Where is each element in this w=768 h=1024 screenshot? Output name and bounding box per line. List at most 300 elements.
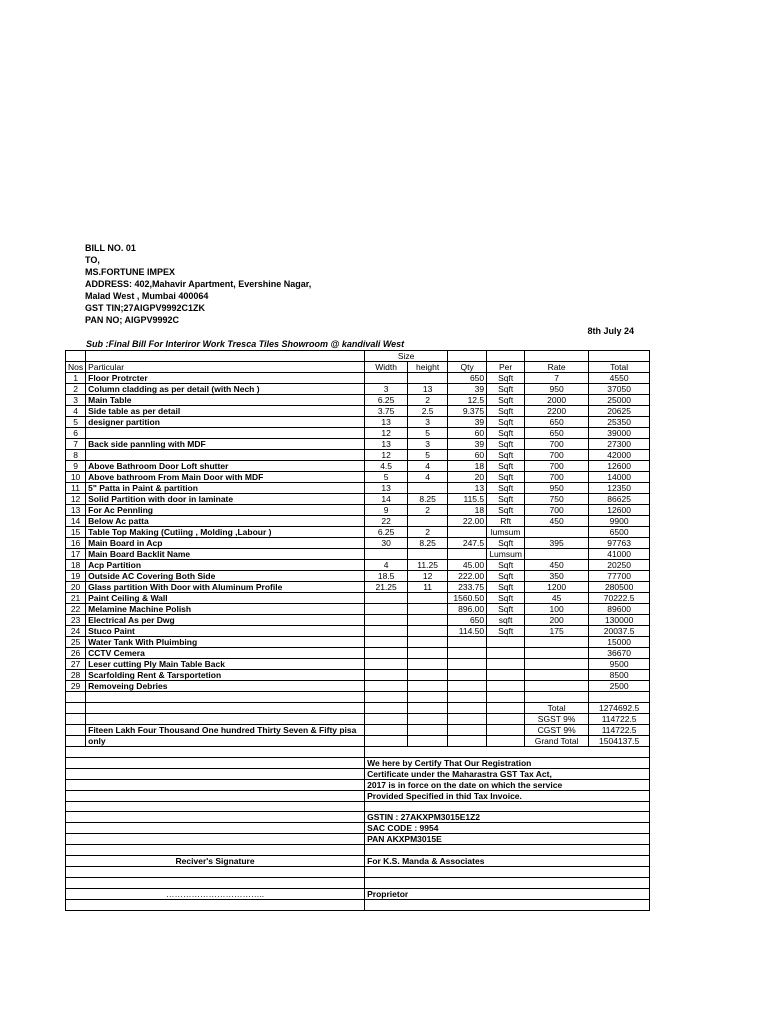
item-total: 14000	[589, 472, 650, 483]
table-row	[66, 406, 650, 417]
item-rate	[525, 670, 589, 681]
item-total: 97763	[589, 538, 650, 549]
item-per: Sqft	[487, 450, 525, 461]
item-height: 5	[408, 428, 448, 439]
item-height: 2	[408, 527, 448, 538]
item-total: 12600	[589, 505, 650, 516]
item-particular: Side table as per detail	[86, 406, 365, 417]
col-rate: Rate	[525, 362, 589, 373]
table-row	[66, 681, 650, 692]
item-width: 9	[365, 505, 408, 516]
item-height	[408, 637, 448, 648]
item-width	[365, 648, 408, 659]
size-header-row	[66, 351, 650, 362]
item-width: 5	[365, 472, 408, 483]
item-total: 25350	[589, 417, 650, 428]
total-value: 1274692.5	[589, 702, 650, 713]
item-height	[408, 483, 448, 494]
item-qty: 60	[448, 428, 487, 439]
table-row	[66, 516, 650, 527]
item-particular	[86, 450, 365, 461]
item-nos: 2	[66, 384, 86, 395]
client-address-line-1: ADDRESS: 402,Mahavir Apartment, Evershine Nagar,	[85, 279, 312, 289]
item-nos: 10	[66, 472, 86, 483]
item-nos: 5	[66, 417, 86, 428]
item-per: Sqft	[487, 406, 525, 417]
item-per: Lumsum	[487, 549, 525, 560]
item-width	[365, 549, 408, 560]
table-row	[66, 472, 650, 483]
item-rate: 395	[525, 538, 589, 549]
item-particular: Back side pannling with MDF	[86, 439, 365, 450]
item-nos: 12	[66, 494, 86, 505]
item-nos: 24	[66, 626, 86, 637]
item-total: 27300	[589, 439, 650, 450]
table-row	[66, 604, 650, 615]
item-qty: 18	[448, 461, 487, 472]
col-qty: Qty	[448, 362, 487, 373]
item-height	[408, 681, 448, 692]
table-row	[66, 571, 650, 582]
item-total: 6500	[589, 527, 650, 538]
item-per: Sqft	[487, 461, 525, 472]
item-total: 8500	[589, 670, 650, 681]
item-height: 11	[408, 582, 448, 593]
item-per: Sqft	[487, 571, 525, 582]
item-rate: 2000	[525, 395, 589, 406]
client-pan: PAN NO; AIGPV9992C	[85, 315, 180, 325]
item-nos: 13	[66, 505, 86, 516]
amount-in-words-line-2: only	[86, 735, 365, 746]
item-total: 20250	[589, 560, 650, 571]
item-height: 3	[408, 417, 448, 428]
item-rate	[525, 637, 589, 648]
item-height	[408, 659, 448, 670]
item-particular: 5" Patta in Paint & partition	[86, 483, 365, 494]
item-height: 4	[408, 472, 448, 483]
item-particular: Scarfolding Rent & Tarsportetion	[86, 670, 365, 681]
item-width	[365, 373, 408, 384]
item-particular: Floor Protrcter	[86, 373, 365, 384]
table-row	[66, 384, 650, 395]
item-qty: 222.00	[448, 571, 487, 582]
item-total: 77700	[589, 571, 650, 582]
item-height	[408, 626, 448, 637]
item-rate	[525, 648, 589, 659]
item-total: 9500	[589, 659, 650, 670]
item-rate: 700	[525, 450, 589, 461]
item-nos: 17	[66, 549, 86, 560]
item-nos: 4	[66, 406, 86, 417]
item-total: 89600	[589, 604, 650, 615]
item-particular: Table Top Making (Cutiing , Molding ,Labour )	[86, 527, 365, 538]
item-qty: 896.00	[448, 604, 487, 615]
grand-total-label: Grand Total	[525, 735, 589, 746]
item-particular: CCTV Cemera	[86, 648, 365, 659]
col-per: Per	[487, 362, 525, 373]
table-row	[66, 626, 650, 637]
item-qty: 9.375	[448, 406, 487, 417]
item-height: 12	[408, 571, 448, 582]
item-width: 13	[365, 439, 408, 450]
item-rate: 450	[525, 516, 589, 527]
table-row	[66, 527, 650, 538]
item-per: sqft	[487, 615, 525, 626]
item-per	[487, 659, 525, 670]
item-particular: Below Ac patta	[86, 516, 365, 527]
total-label: Total	[525, 702, 589, 713]
item-nos: 9	[66, 461, 86, 472]
item-qty	[448, 648, 487, 659]
item-rate: 700	[525, 472, 589, 483]
item-particular: Main Table	[86, 395, 365, 406]
item-nos: 21	[66, 593, 86, 604]
item-total: 36670	[589, 648, 650, 659]
amount-in-words-line-1: Fiteen Lakh Four Thousand One hundred Thirty Seven & Fifty pisa	[86, 724, 365, 735]
table-row	[66, 593, 650, 604]
item-height	[408, 593, 448, 604]
item-height: 2	[408, 505, 448, 516]
item-per: Sqft	[487, 417, 525, 428]
item-qty	[448, 527, 487, 538]
cgst-value: 114722.5	[589, 724, 650, 735]
item-per: Sqft	[487, 560, 525, 571]
table-row	[66, 450, 650, 461]
item-height	[408, 549, 448, 560]
item-rate: 950	[525, 384, 589, 395]
item-width: 22	[365, 516, 408, 527]
item-rate: 700	[525, 439, 589, 450]
item-particular: Leser cutting Ply Main Table Back	[86, 659, 365, 670]
item-rate: 45	[525, 593, 589, 604]
item-qty: 39	[448, 439, 487, 450]
item-particular: Water Tank With Pluimbing	[86, 637, 365, 648]
item-per: Sqft	[487, 384, 525, 395]
item-particular: Melamine Machine Polish	[86, 604, 365, 615]
item-per: Sqft	[487, 604, 525, 615]
item-per	[487, 681, 525, 692]
proprietor-label: Proprietor	[365, 888, 650, 899]
item-qty: 114.50	[448, 626, 487, 637]
item-height	[408, 373, 448, 384]
item-rate	[525, 549, 589, 560]
item-particular: Solid Partition with door in laminate	[86, 494, 365, 505]
item-total: 2500	[589, 681, 650, 692]
item-qty: 13	[448, 483, 487, 494]
item-width	[365, 626, 408, 637]
item-height: 8.25	[408, 538, 448, 549]
item-height: 4	[408, 461, 448, 472]
item-particular: Above Bathroom Door Loft shutter	[86, 461, 365, 472]
item-particular: Paint Ceiling & Wall	[86, 593, 365, 604]
col-particular: Particular	[86, 362, 365, 373]
item-per: Sqft	[487, 538, 525, 549]
item-nos: 22	[66, 604, 86, 615]
table-row	[66, 549, 650, 560]
item-qty	[448, 549, 487, 560]
item-nos: 8	[66, 450, 86, 461]
item-total: 86625	[589, 494, 650, 505]
item-total: 4550	[589, 373, 650, 384]
firm-name: For K.S. Manda & Associates	[365, 856, 650, 867]
item-per	[487, 637, 525, 648]
item-per: Sqft	[487, 582, 525, 593]
item-nos: 3	[66, 395, 86, 406]
item-per	[487, 648, 525, 659]
item-width: 4	[365, 560, 408, 571]
table-row	[66, 428, 650, 439]
item-nos: 27	[66, 659, 86, 670]
bill-table	[65, 350, 650, 911]
item-per: Sqft	[487, 593, 525, 604]
item-nos: 16	[66, 538, 86, 549]
table-row	[66, 659, 650, 670]
client-gst: GST TIN;27AIGPV9992C1ZK	[85, 303, 206, 313]
item-nos: 7	[66, 439, 86, 450]
item-total: 15000	[589, 637, 650, 648]
item-width: 14	[365, 494, 408, 505]
item-nos: 23	[66, 615, 86, 626]
item-width: 21.25	[365, 582, 408, 593]
item-total: 130000	[589, 615, 650, 626]
sgst-value: 114722.5	[589, 713, 650, 724]
item-particular: Main Board in Acp	[86, 538, 365, 549]
item-per: Sqft	[487, 373, 525, 384]
grand-total-value: 1504137.5	[589, 735, 650, 746]
item-per: Sqft	[487, 494, 525, 505]
item-particular: Main Board Backlit Name	[86, 549, 365, 560]
item-nos: 15	[66, 527, 86, 538]
item-total: 20625	[589, 406, 650, 417]
item-per: Sqft	[487, 505, 525, 516]
table-row	[66, 648, 650, 659]
item-width	[365, 604, 408, 615]
item-rate: 350	[525, 571, 589, 582]
item-total: 25000	[589, 395, 650, 406]
item-qty: 18	[448, 505, 487, 516]
table-row	[66, 417, 650, 428]
item-qty: 650	[448, 615, 487, 626]
cgst-label: CGST 9%	[525, 724, 589, 735]
table-row	[66, 483, 650, 494]
item-qty	[448, 681, 487, 692]
item-height	[408, 648, 448, 659]
item-rate: 650	[525, 428, 589, 439]
signature-dots: ……………………………..	[66, 888, 365, 899]
item-particular: Acp Partition	[86, 560, 365, 571]
item-height	[408, 604, 448, 615]
item-qty: 1560.50	[448, 593, 487, 604]
item-rate: 100	[525, 604, 589, 615]
item-nos: 29	[66, 681, 86, 692]
item-height	[408, 615, 448, 626]
table-row	[66, 615, 650, 626]
item-qty: 650	[448, 373, 487, 384]
item-height: 3	[408, 439, 448, 450]
item-per: Sqft	[487, 439, 525, 450]
item-qty: 45.00	[448, 560, 487, 571]
item-particular	[86, 428, 365, 439]
item-width: 4.5	[365, 461, 408, 472]
spacer-row	[66, 746, 650, 757]
item-nos: 1	[66, 373, 86, 384]
item-height: 8.25	[408, 494, 448, 505]
sgst-row	[66, 713, 650, 724]
item-rate: 750	[525, 494, 589, 505]
item-particular: Stuco Paint	[86, 626, 365, 637]
item-per: Sqft	[487, 472, 525, 483]
item-height	[408, 516, 448, 527]
item-per: Sqft	[487, 483, 525, 494]
item-rate: 175	[525, 626, 589, 637]
item-rate: 7	[525, 373, 589, 384]
item-qty: 39	[448, 417, 487, 428]
sgst-label: SGST 9%	[525, 713, 589, 724]
sac-code: SAC CODE : 9954	[365, 823, 650, 834]
client-name: MS.FORTUNE IMPEX	[85, 267, 176, 277]
item-qty	[448, 659, 487, 670]
item-per	[487, 670, 525, 681]
item-height: 13	[408, 384, 448, 395]
item-nos: 28	[66, 670, 86, 681]
item-nos: 20	[66, 582, 86, 593]
item-width	[365, 593, 408, 604]
item-width: 12	[365, 428, 408, 439]
item-rate: 2200	[525, 406, 589, 417]
item-rate	[525, 681, 589, 692]
item-width: 3.75	[365, 406, 408, 417]
item-width: 12	[365, 450, 408, 461]
item-width	[365, 615, 408, 626]
bill-header	[85, 242, 311, 326]
item-rate: 700	[525, 461, 589, 472]
item-width	[365, 670, 408, 681]
certificate-line-1: We here by Certify That Our Registration	[365, 757, 650, 768]
item-qty: 39	[448, 384, 487, 395]
table-row	[66, 582, 650, 593]
item-height: 2.5	[408, 406, 448, 417]
item-particular: For Ac Pennling	[86, 505, 365, 516]
item-width: 13	[365, 483, 408, 494]
to-label: TO,	[85, 255, 100, 265]
item-width: 3	[365, 384, 408, 395]
total-row	[66, 702, 650, 713]
item-total: 20037.5	[589, 626, 650, 637]
item-qty: 115.5	[448, 494, 487, 505]
table-row	[66, 670, 650, 681]
item-rate: 200	[525, 615, 589, 626]
table-row	[66, 461, 650, 472]
item-particular: designer partition	[86, 417, 365, 428]
col-width: Width	[365, 362, 408, 373]
item-qty	[448, 670, 487, 681]
table-row	[66, 505, 650, 516]
item-rate: 700	[525, 505, 589, 516]
table-row	[66, 494, 650, 505]
item-width: 6.25	[365, 395, 408, 406]
item-qty: 22.00	[448, 516, 487, 527]
item-height: 11.25	[408, 560, 448, 571]
item-total: 280500	[589, 582, 650, 593]
item-width	[365, 637, 408, 648]
grand-total-row	[66, 735, 650, 746]
item-total: 39000	[589, 428, 650, 439]
item-nos: 6	[66, 428, 86, 439]
item-height: 2	[408, 395, 448, 406]
size-header: Size	[365, 351, 448, 362]
item-qty: 12.5	[448, 395, 487, 406]
bill-number: BILL NO. 01	[85, 243, 136, 253]
table-row	[66, 395, 650, 406]
bill-subject: Sub :Final Bill For Interiror Work Tresca Tiles Showroom @ kandivali West	[86, 339, 405, 349]
item-nos: 19	[66, 571, 86, 582]
item-width: 30	[365, 538, 408, 549]
item-rate	[525, 659, 589, 670]
item-per: Sqft	[487, 428, 525, 439]
item-per: lumsum	[487, 527, 525, 538]
bill-date: 8th July 24	[587, 326, 634, 336]
item-rate: 1200	[525, 582, 589, 593]
item-total: 12350	[589, 483, 650, 494]
item-total: 12600	[589, 461, 650, 472]
item-height: 5	[408, 450, 448, 461]
certificate-line-4: Provided Specified in thid Tax Invoice.	[365, 790, 650, 801]
item-total: 37050	[589, 384, 650, 395]
blank-row	[66, 692, 650, 703]
item-total: 42000	[589, 450, 650, 461]
item-rate: 650	[525, 417, 589, 428]
item-width: 13	[365, 417, 408, 428]
item-per: Sqft	[487, 626, 525, 637]
item-per: Sqft	[487, 395, 525, 406]
item-nos: 14	[66, 516, 86, 527]
col-nos: Nos	[66, 362, 86, 373]
certificate-line-2: Certificate under the Maharastra GST Tax Act,	[365, 768, 650, 779]
item-nos: 18	[66, 560, 86, 571]
item-rate: 950	[525, 483, 589, 494]
item-rate	[525, 527, 589, 538]
item-height	[408, 670, 448, 681]
gstin: GSTIN : 27AKXPM3015E1Z2	[365, 812, 650, 823]
table-row	[66, 373, 650, 384]
item-particular: Glass partition With Door with Aluminum Profile	[86, 582, 365, 593]
item-nos: 11	[66, 483, 86, 494]
table-row	[66, 560, 650, 571]
item-qty: 60	[448, 450, 487, 461]
item-qty: 20	[448, 472, 487, 483]
cgst-row	[66, 724, 650, 735]
item-per: Rft	[487, 516, 525, 527]
client-address-line-2: Malad West , Mumbai 400064	[85, 291, 209, 301]
item-total: 9900	[589, 516, 650, 527]
item-particular: Column cladding as per detail (with Nech )	[86, 384, 365, 395]
item-particular: Above bathroom From Main Door with MDF	[86, 472, 365, 483]
item-rate: 450	[525, 560, 589, 571]
item-particular: Electrical As per Dwg	[86, 615, 365, 626]
item-qty: 247.5	[448, 538, 487, 549]
item-width	[365, 659, 408, 670]
item-width: 6.25	[365, 527, 408, 538]
item-width	[365, 681, 408, 692]
item-qty: 233.75	[448, 582, 487, 593]
receiver-signature-label: Reciver's Signature	[66, 856, 365, 867]
item-nos: 26	[66, 648, 86, 659]
item-particular: Outside AC Covering Both Side	[86, 571, 365, 582]
table-row	[66, 538, 650, 549]
table-row	[66, 637, 650, 648]
item-total: 41000	[589, 549, 650, 560]
item-nos: 25	[66, 637, 86, 648]
